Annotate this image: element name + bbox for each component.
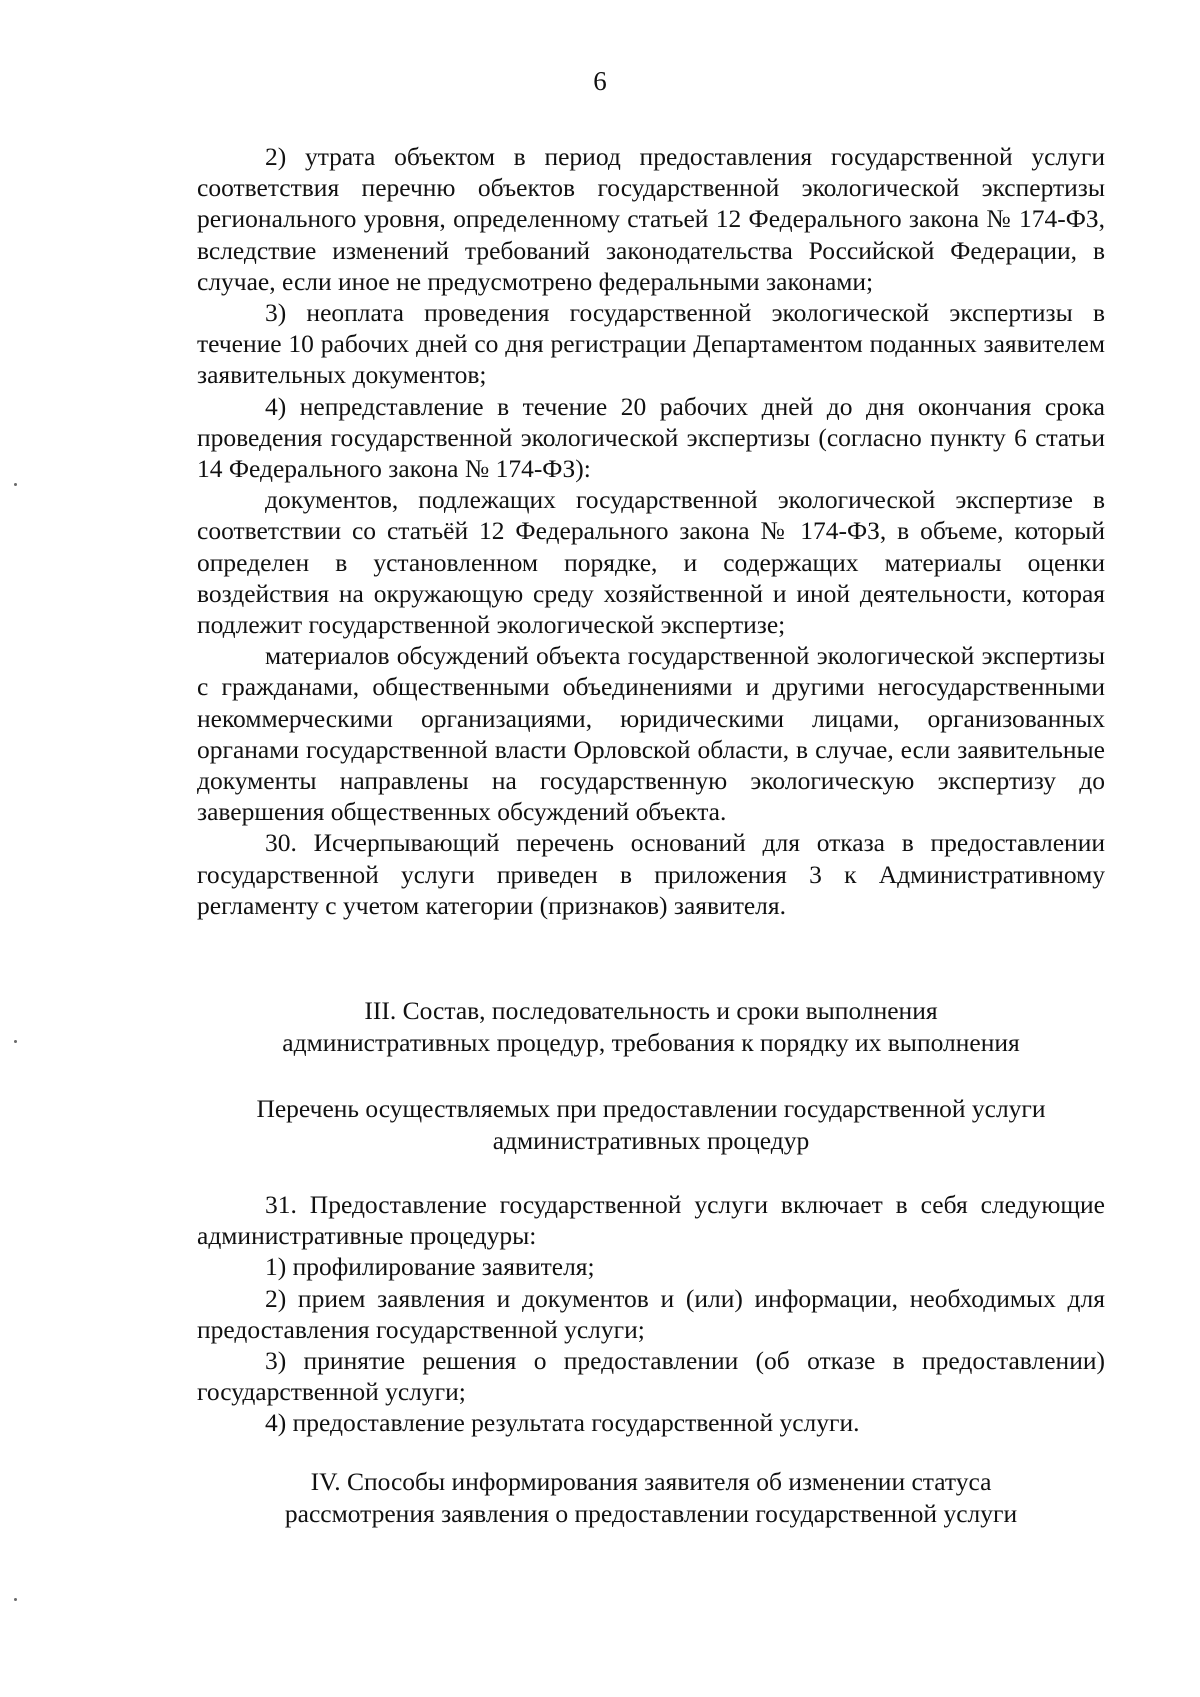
scan-speck (14, 1040, 17, 1043)
paragraph-materials: материалов обсуждений объекта государственной экологической экспертизы с гражданами, общественными объединениями и другими негосударственными некоммерческими организациями, юридическими лицами, организованных органами государственной власти Орловской области, в случае, если заявительные документы направлены на государственную экологическую экспертизу до завершения общественных обсуждений объекта. (197, 641, 1105, 827)
heading-line: административных процедур (492, 1125, 810, 1155)
procedure-item-4: 4) предоставление результата государственной услуги. (265, 1408, 860, 1438)
subsection-heading (197, 1093, 1105, 1156)
section-3-heading (197, 995, 1105, 1058)
heading-line: рассмотрения заявления о предоставлении государственной услуги (284, 1498, 1018, 1528)
paragraph-item-2: 2) утрата объектом в период предоставления государственной услуги соответствия перечню объектов государственной экологической экспертизы регионального уровня, определенному статьей 12 Федерального закона № 174-ФЗ, вследствие изменений требований законодательства Российской Федерации, в случае, если иное не предусмотрено федеральными законами; (197, 142, 1105, 296)
procedure-item-3: 3) принятие решения о предоставлении (об отказе в предоставлении) государственной услуги; (197, 1346, 1105, 1407)
paragraph-documents: документов, подлежащих государственной экологической экспертизе в соответствии со статьёй 12 Федерального закона № 174-ФЗ, в объеме, который определен в установленном порядке, и содержащих материалы оценки воздействия на окружающую среду хозяйственной и иной деятельности, которая подлежит государственной экологической экспертизе; (197, 485, 1105, 640)
scan-speck (14, 483, 17, 486)
paragraph-item-3: 3) неоплата проведения государственной экологической экспертизы в течение 10 рабочих дней со дня регистрации Департаментом поданных заявителем заявительных документов; (197, 298, 1105, 390)
procedure-item-1: 1) профилирование заявителя; (265, 1252, 595, 1282)
paragraph-item-4: 4) непредставление в течение 20 рабочих дней до дня окончания срока проведения государственной экологической экспертизы (согласно пункту 6 статьи 14 Федерального закона № 174-ФЗ): (197, 391, 1105, 484)
paragraphs-block-2 (197, 1189, 1105, 1439)
section-4-heading (197, 1466, 1105, 1529)
paragraphs-block-1 (197, 141, 1105, 921)
paragraph-30: 30. Исчерпывающий перечень оснований для отказа в предоставлении государственной услуги приведен в приложения 3 к Административному регламенту с учетом категории (признаков) заявителя. (197, 828, 1105, 920)
heading-line: Перечень осуществляемых при предоставлении государственной услуги (256, 1094, 1046, 1123)
heading-line: III. Состав, последовательность и сроки выполнения (364, 996, 938, 1025)
scan-speck (14, 1598, 17, 1601)
heading-line: административных процедур, требования к порядку их выполнения (282, 1027, 1020, 1057)
heading-line: IV. Способы информирования заявителя об изменении статуса (310, 1467, 992, 1496)
paragraph-31: 31. Предоставление государственной услуги включает в себя следующие административные процедуры: (197, 1190, 1105, 1251)
procedure-item-2: 2) прием заявления и документов и (или) информации, необходимых для предоставления государственной услуги; (197, 1283, 1105, 1344)
page-number: 6 (593, 66, 607, 96)
